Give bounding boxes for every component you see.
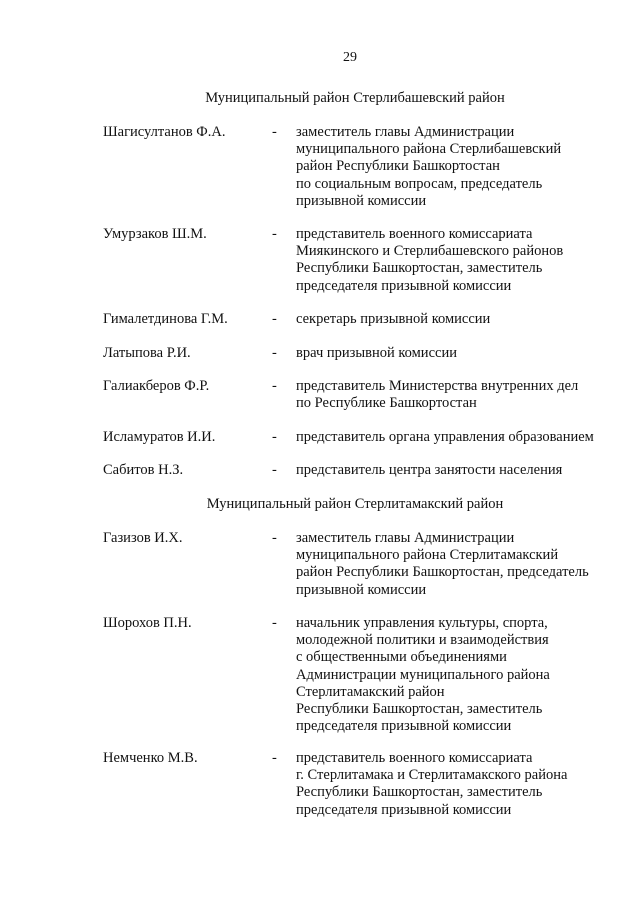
role-line: муниципального района Стерлитамакский: [296, 547, 559, 564]
member-name: Сабитов Н.З.: [103, 462, 184, 478]
member-dash: -: [272, 750, 277, 766]
member-role: [296, 378, 636, 412]
member-name: Галиакберов Ф.Р.: [103, 378, 210, 394]
member-name: Исламуратов И.И.: [103, 429, 216, 445]
member-role: [296, 124, 636, 210]
member-dash: -: [272, 124, 277, 140]
role-line: муниципального района Стерлибашевский: [296, 141, 562, 158]
member-dash: -: [272, 378, 277, 394]
role-line: председателя призывной комиссии: [296, 277, 512, 294]
member-dash: -: [272, 226, 277, 242]
role-line: заместитель главы Администрации: [296, 124, 515, 140]
role-line: по социальным вопросам, председатель: [296, 175, 543, 192]
role-line: по Республике Башкортостан: [296, 395, 477, 412]
member-name: Умурзаков Ш.М.: [103, 226, 207, 242]
member-role: [296, 345, 636, 362]
role-line: Администрации муниципального района: [296, 666, 550, 683]
role-line: представитель центра занятости населения: [296, 462, 563, 478]
role-line: представитель органа управления образованием: [296, 429, 594, 445]
member-name: Немченко М.В.: [103, 750, 198, 766]
member-dash: -: [272, 462, 277, 478]
role-line: район Республики Башкортостан: [296, 158, 500, 175]
member-dash: -: [272, 429, 277, 445]
role-line: Республики Башкортостан, заместитель: [296, 701, 543, 718]
role-line: Республики Башкортостан, заместитель: [296, 260, 543, 277]
role-line: призывной комиссии: [296, 192, 427, 209]
role-line: район Республики Башкортостан, председатель: [296, 564, 589, 581]
section-title-sterlitamaksky: Муниципальный район Стерлитамакский район: [206, 496, 504, 512]
member-role: [296, 429, 636, 446]
member-role: [296, 615, 636, 735]
role-line: г. Стерлитамака и Стерлитамакского района: [296, 767, 568, 784]
role-line: председателя призывной комиссии: [296, 718, 512, 735]
member-role: [296, 462, 636, 479]
member-name: Шорохов П.Н.: [103, 615, 192, 631]
role-line: заместитель главы Администрации: [296, 530, 515, 546]
role-line: представитель военного комиссариата: [296, 750, 533, 766]
role-line: молодежной политики и взаимодействия: [296, 632, 549, 649]
member-name: Шагисултанов Ф.А.: [103, 124, 226, 140]
member-role: [296, 226, 636, 295]
role-line: с общественными объединениями: [296, 649, 507, 666]
member-name: Газизов И.Х.: [103, 530, 183, 546]
member-name: Латыпова Р.И.: [103, 345, 191, 361]
role-line: Миякинского и Стерлибашевского районов: [296, 243, 564, 260]
member-role: [296, 750, 636, 819]
role-line: Стерлитамакский район: [296, 683, 445, 700]
member-role: [296, 530, 636, 599]
role-line: Республики Башкортостан, заместитель: [296, 784, 543, 801]
role-line: призывной комиссии: [296, 581, 427, 598]
member-dash: -: [272, 345, 277, 361]
role-line: врач призывной комиссии: [296, 345, 457, 361]
role-line: начальник управления культуры, спорта,: [296, 615, 548, 631]
member-role: [296, 311, 636, 328]
member-dash: -: [272, 615, 277, 631]
role-line: секретарь призывной комиссии: [296, 311, 491, 327]
member-dash: -: [272, 530, 277, 546]
role-line: представитель военного комиссариата: [296, 226, 533, 242]
member-dash: -: [272, 311, 277, 327]
page-number: 29: [343, 50, 357, 65]
member-name: Гималетдинова Г.М.: [103, 311, 228, 327]
section-title-sterlibashevsky: Муниципальный район Стерлибашевский район: [205, 90, 505, 106]
role-line: председателя призывной комиссии: [296, 801, 512, 818]
role-line: представитель Министерства внутренних дел: [296, 378, 579, 394]
